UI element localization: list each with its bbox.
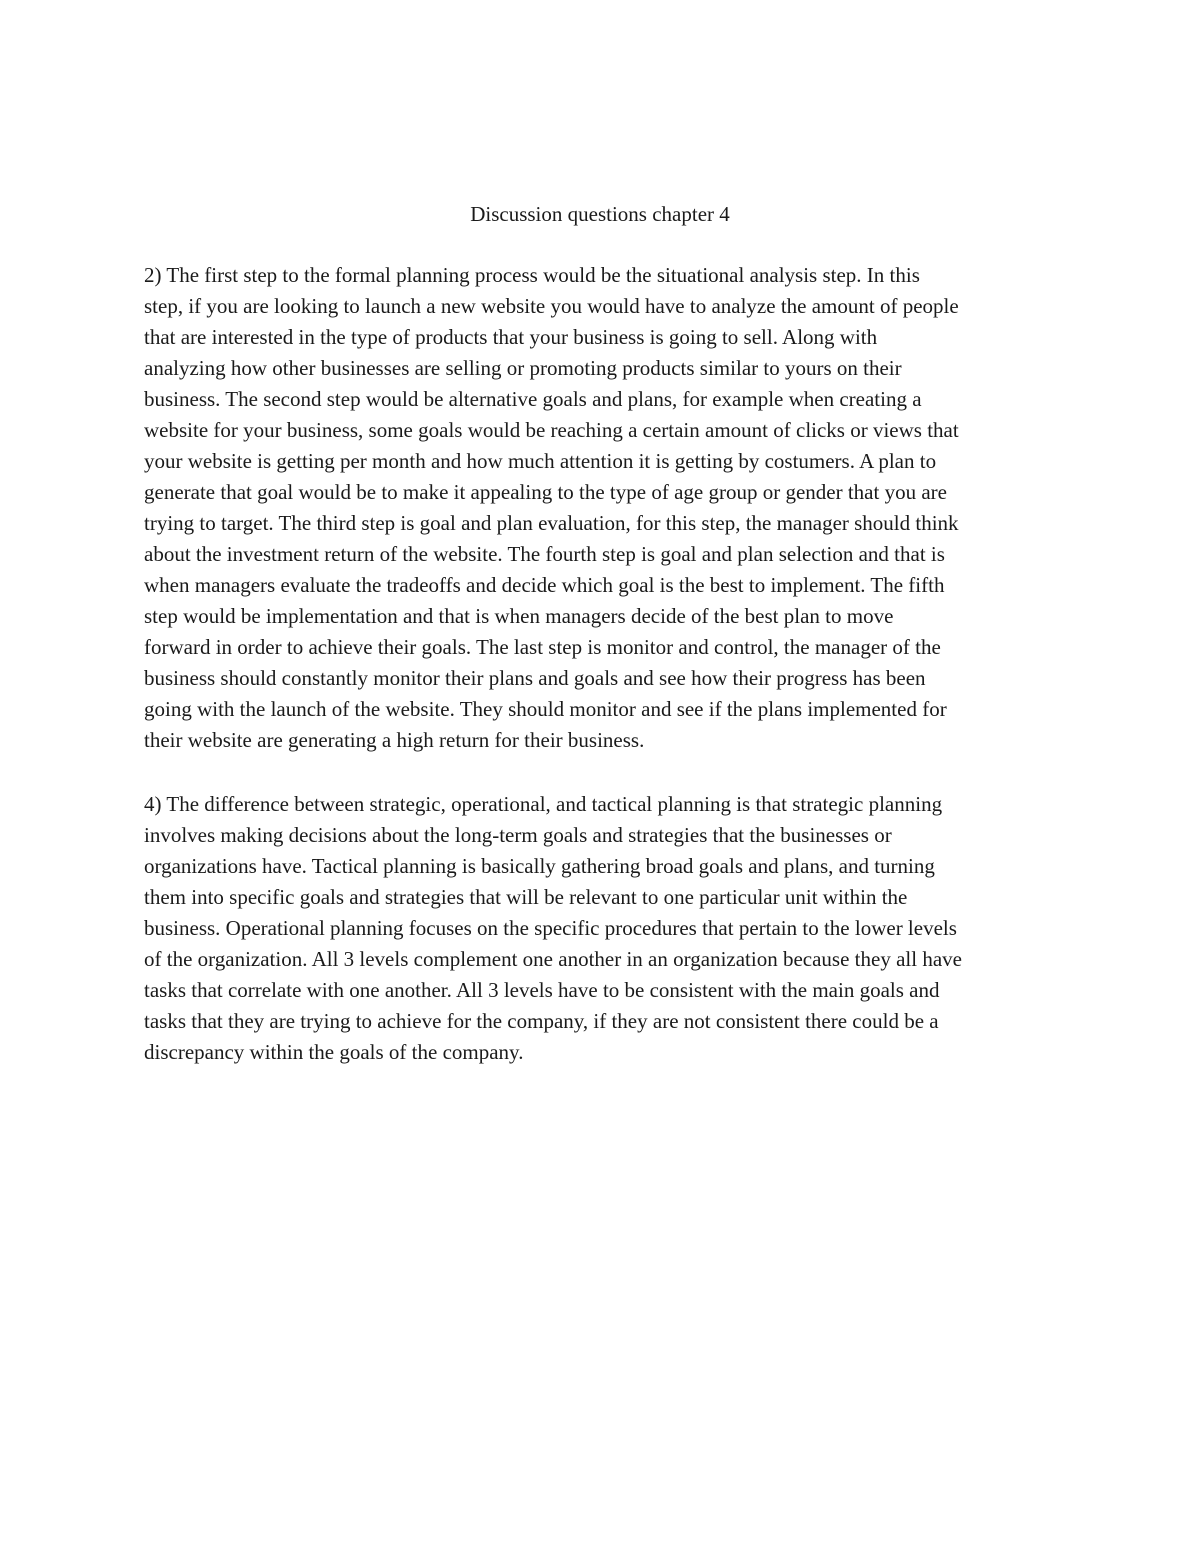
paragraph-line: business. The second step would be alternative goals and plans, for example when creating a	[144, 387, 922, 411]
paragraph-line: trying to target. The third step is goal and plan evaluation, for this step, the manager should think	[144, 511, 959, 535]
paragraph-line: tasks that they are trying to achieve for the company, if they are not consistent there could be a	[144, 1009, 939, 1033]
paragraph-line: step would be implementation and that is when managers decide of the best plan to move	[144, 604, 894, 628]
paragraph-line: when managers evaluate the tradeoffs and decide which goal is the best to implement. The fifth	[144, 573, 945, 597]
paragraph-line: analyzing how other businesses are selling or promoting products similar to yours on their	[144, 356, 902, 380]
document-title: Discussion questions chapter 4	[470, 202, 730, 226]
paragraph-line: website for your business, some goals would be reaching a certain amount of clicks or views that	[144, 418, 959, 442]
paragraph-line: going with the launch of the website. They should monitor and see if the plans implemented for	[144, 697, 947, 721]
paragraph-line: forward in order to achieve their goals. The last step is monitor and control, the manager of the	[144, 635, 941, 659]
answer-paragraph-4	[144, 789, 962, 1068]
paragraph-line: 4) The difference between strategic, operational, and tactical planning is that strategic planning	[144, 792, 943, 816]
paragraph-line: generate that goal would be to make it appealing to the type of age group or gender that you are	[144, 480, 947, 504]
paragraph-line: discrepancy within the goals of the company.	[144, 1040, 524, 1064]
paragraph-line: step, if you are looking to launch a new website you would have to analyze the amount of people	[144, 294, 959, 318]
answer-paragraph-2	[144, 260, 959, 756]
paragraph-line: that are interested in the type of products that your business is going to sell. Along with	[144, 325, 878, 349]
paragraph-line: business. Operational planning focuses on the specific procedures that pertain to the lower levels	[144, 916, 957, 940]
paragraph-line: involves making decisions about the long-term goals and strategies that the businesses or	[144, 823, 892, 847]
paragraph-line: them into specific goals and strategies that will be relevant to one particular unit within the	[144, 885, 908, 909]
paragraph-line: their website are generating a high return for their business.	[144, 728, 645, 752]
paragraph-line: tasks that correlate with one another. All 3 levels have to be consistent with the main goals and	[144, 978, 940, 1002]
paragraph-line: business should constantly monitor their plans and goals and see how their progress has been	[144, 666, 926, 690]
paragraph-line: 2) The first step to the formal planning process would be the situational analysis step. In this	[144, 263, 920, 287]
paragraph-line: your website is getting per month and how much attention it is getting by costumers. A plan to	[144, 449, 937, 473]
paragraph-line: of the organization. All 3 levels complement one another in an organization because they all have	[144, 947, 962, 971]
paragraph-line: about the investment return of the website. The fourth step is goal and plan selection and that is	[144, 542, 945, 566]
paragraph-line: organizations have. Tactical planning is basically gathering broad goals and plans, and turning	[144, 854, 935, 878]
